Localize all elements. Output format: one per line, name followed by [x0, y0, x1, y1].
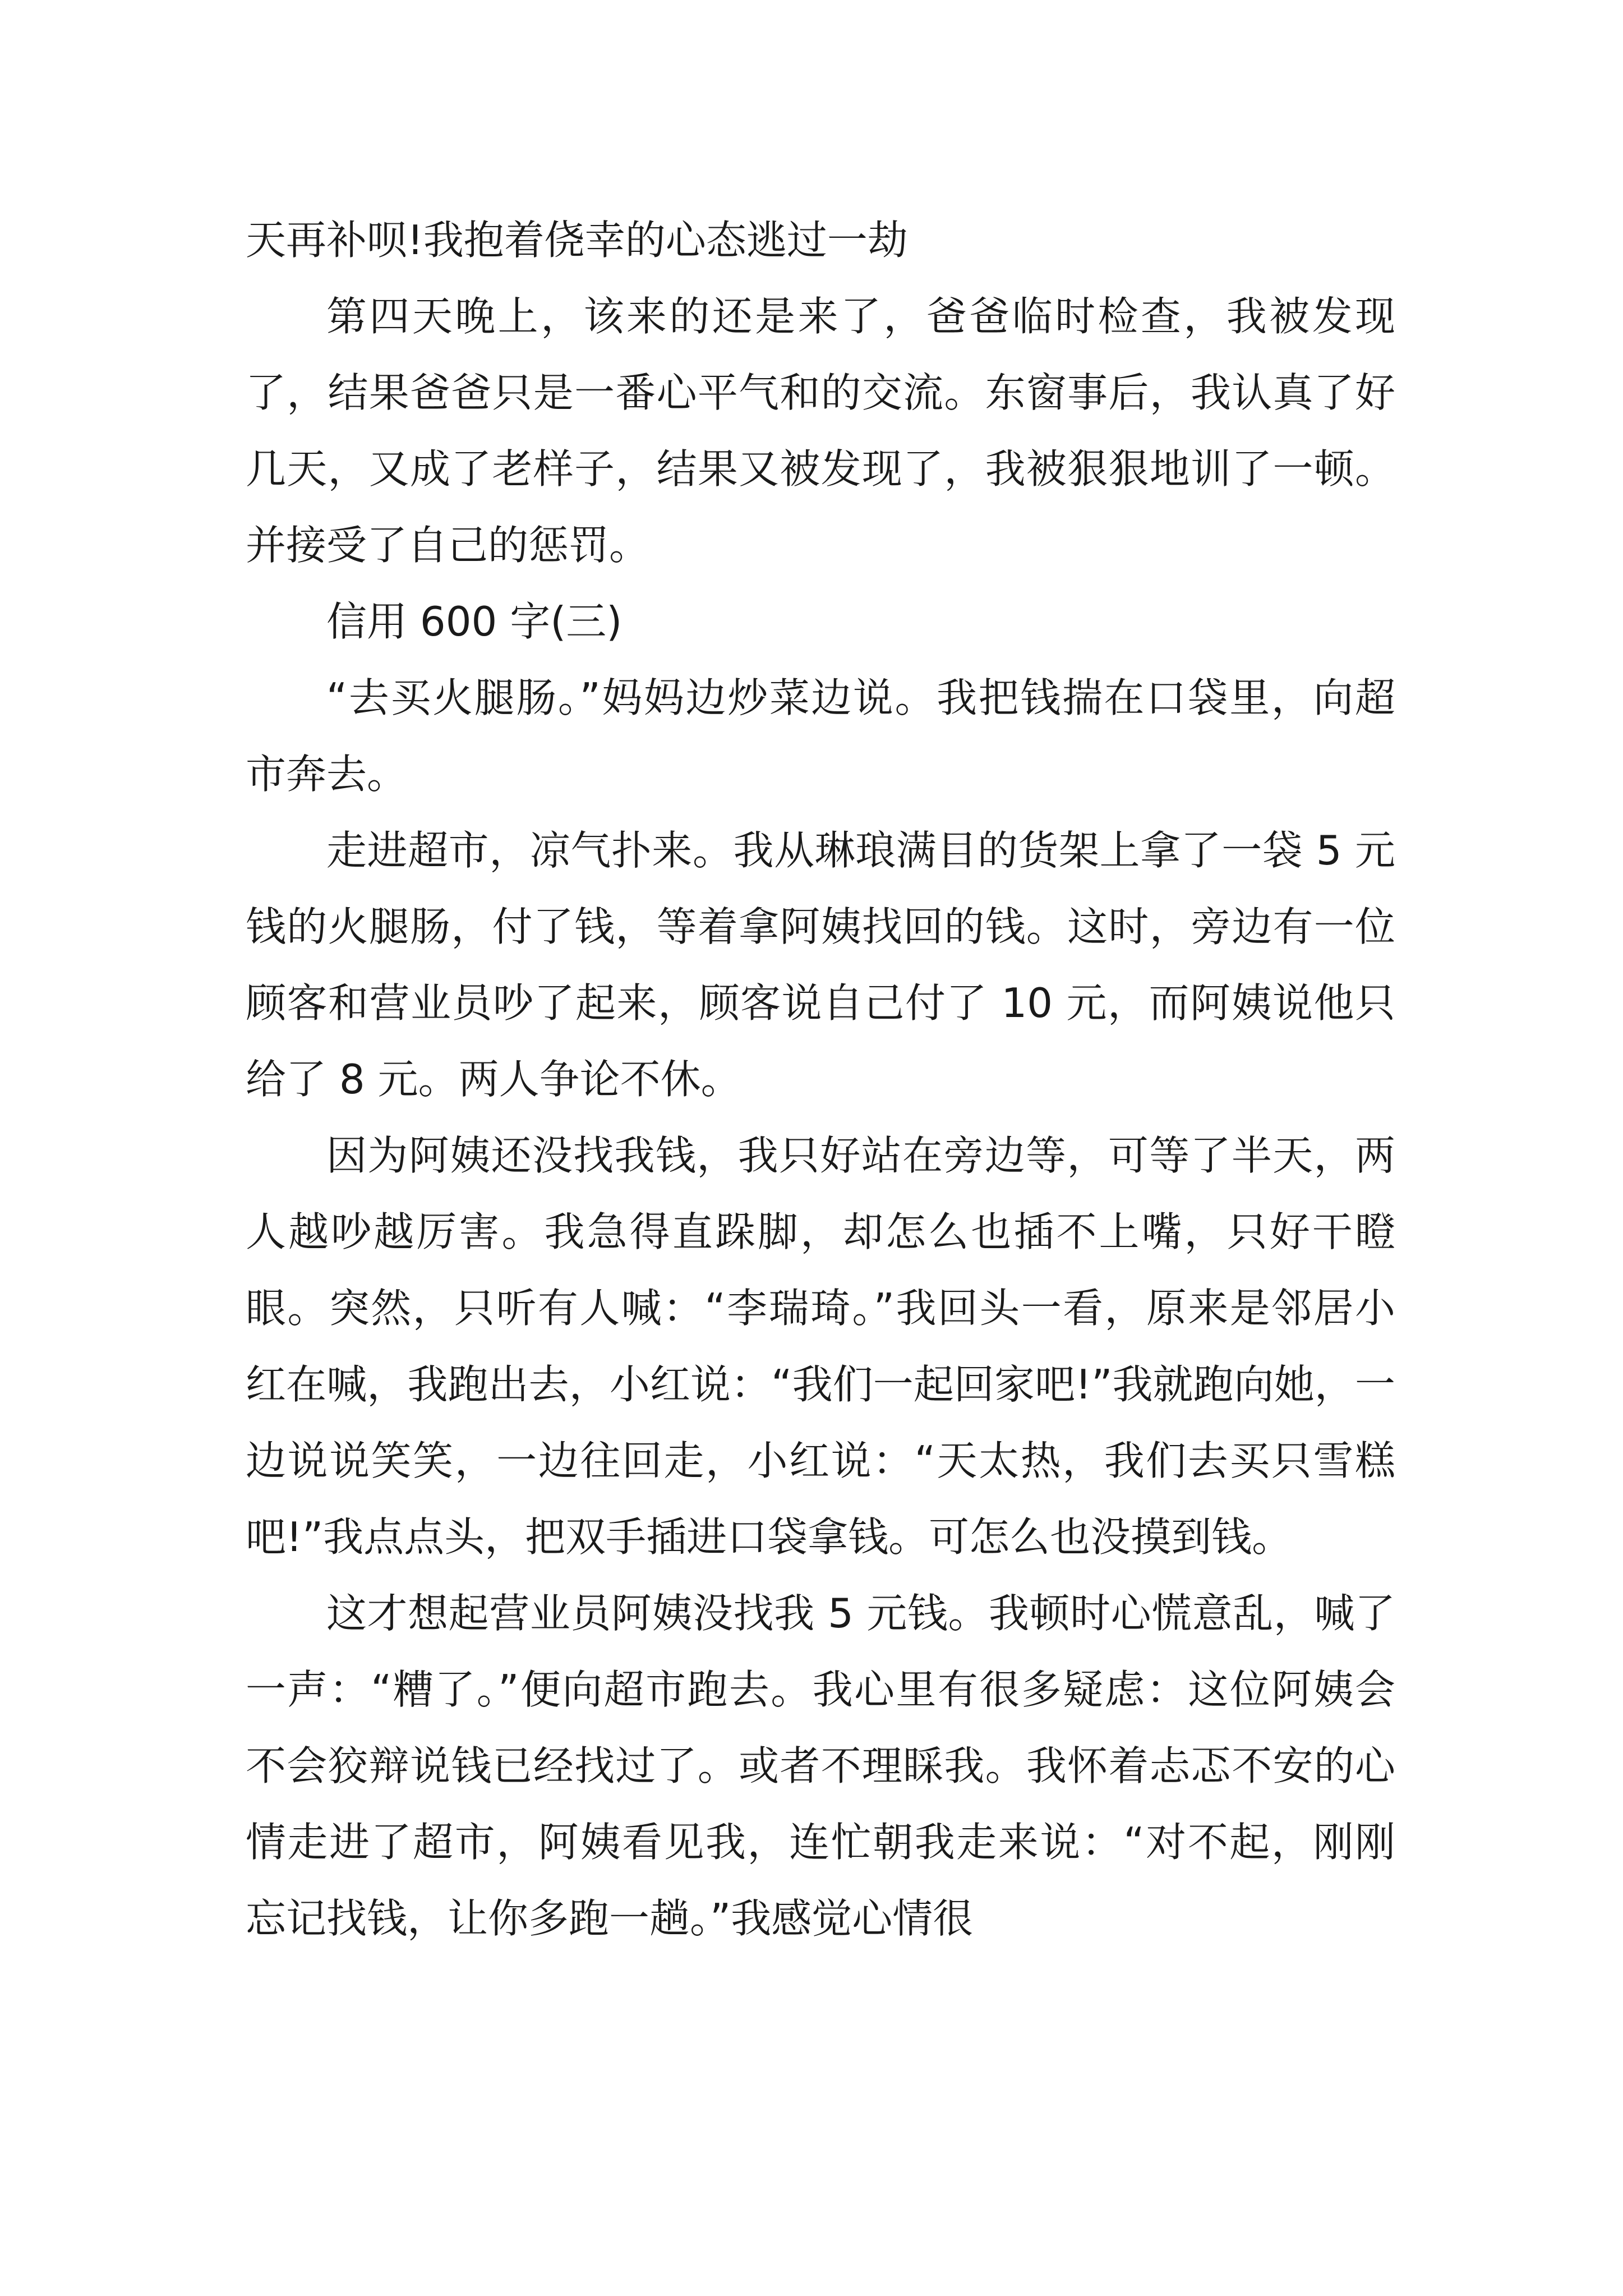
- paragraph: 因为阿姨还没找我钱，我只好站在旁边等，可等了半天，两人越吵越厉害。我急得直跺脚，却怎么也插不上嘴，只好干瞪眼。突然，只听有人喊：“李瑞琦。”我回头一看，原来是邻居小红在喊，我跑出去，小红说：“我们一起回家吧!”我就跑向她，一边说说笑笑，一边往回走，小红说：“天太热，我们去买只雪糕吧!”我点点头，把双手插进口袋拿钱。可怎么也没摸到钱。: [246, 1132, 1395, 1561]
- paragraph: 走进超市，凉气扑来。我从琳琅满目的货架上拿了一袋 5 元钱的火腿肠，付了钱，等着拿阿姨找回的钱。这时，旁边有一位顾客和营业员吵了起来，顾客说自己付了 10 元，而阿姨说他只给了 8 元。两人争论不休。: [246, 827, 1395, 1103]
- paragraph: 这才想起营业员阿姨没找我 5 元钱。我顿时心慌意乱，喊了一声：“糟了。”便向超市跑去。我心里有很多疑虑：这位阿姨会不会狡辩说钱已经找过了。或者不理睬我。我怀着忐忑不安的心情走进了超市，阿姨看见我，连忙朝我走来说：“对不起，刚刚忘记找钱，让你多跑一趟。”我感觉心情很: [246, 1590, 1395, 1942]
- paragraph: 第四天晚上，该来的还是来了，爸爸临时检查，我被发现了，结果爸爸只是一番心平气和的交流。东窗事后，我认真了好几天，又成了老样子，结果又被发现了，我被狠狠地训了一顿。并接受了自己的惩罚。: [246, 293, 1395, 569]
- paragraph-continuation: 天再补呗!我抱着侥幸的心态逃过一劫: [246, 217, 908, 264]
- paragraph: “去买火腿肠。”妈妈边炒菜边说。我把钱揣在口袋里，向超市奔去。: [246, 674, 1395, 798]
- section-heading: 信用 600 字(三): [326, 598, 623, 645]
- document-body: [246, 202, 1395, 1957]
